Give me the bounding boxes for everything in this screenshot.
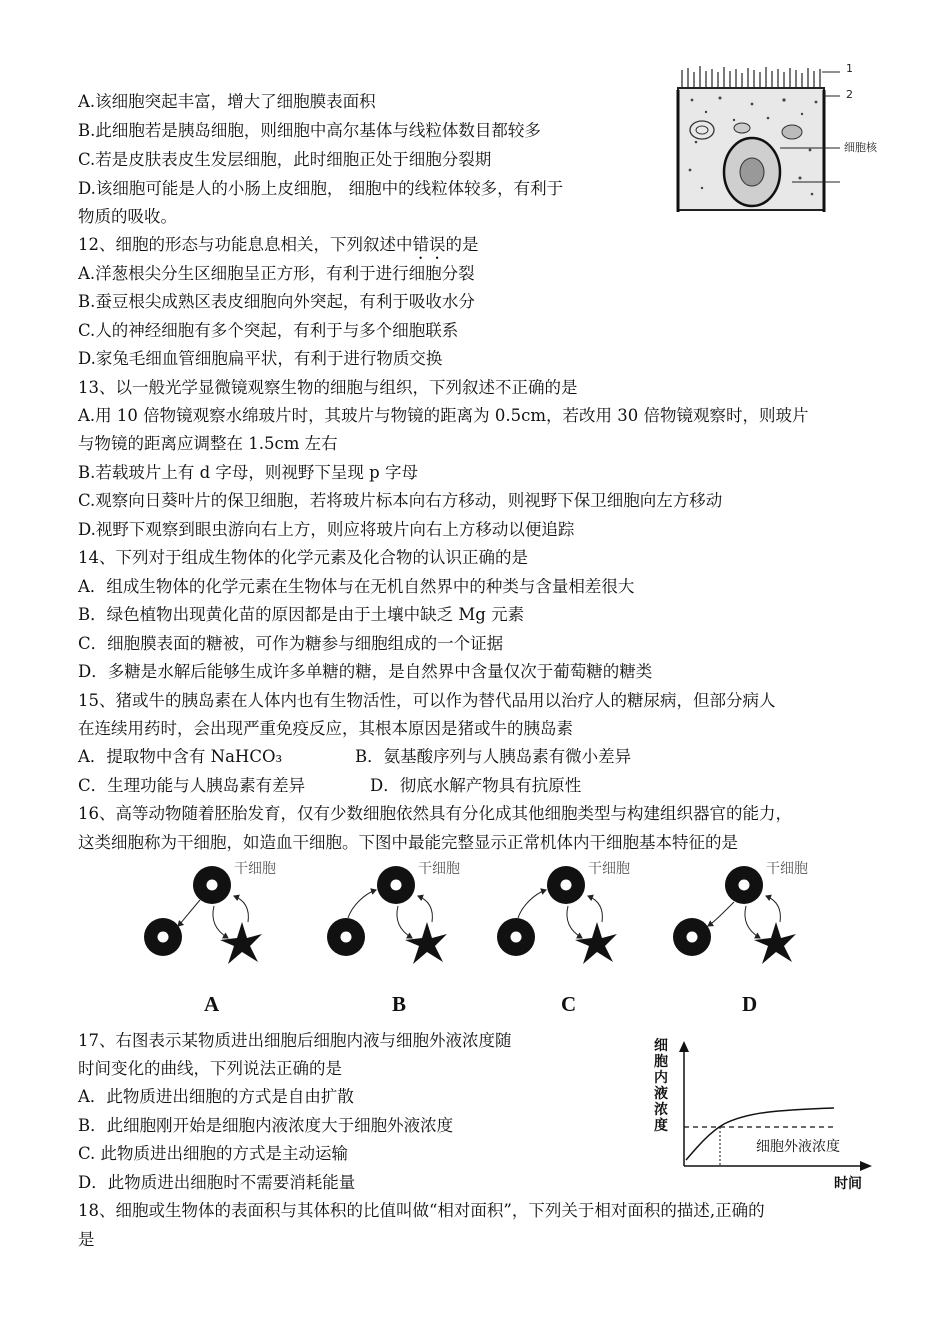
q13-option-c: C.观察向日葵叶片的保卫细胞，若将玻片标本向右方移动，则视野下保卫细胞向左方移动: [78, 491, 723, 510]
q14-stem: 14、下列对于组成生物体的化学元素及化合物的认识正确的是: [78, 548, 528, 567]
diagram-a: [144, 866, 262, 964]
q12-stem-emph: 错误: [412, 235, 446, 254]
q12-option-d: D.家兔毛细血管细胞扁平状，有利于进行物质交换: [78, 349, 443, 368]
q17-option-d: D．此物质进出细胞时不需要消耗能量: [78, 1173, 356, 1192]
graph-x-axis-label: 时间: [834, 1176, 862, 1192]
q11-option-a: A.该细胞突起丰富，增大了细胞膜表面积: [78, 92, 376, 111]
q17-option-c: C. 此物质进出细胞的方式是主动运输: [78, 1144, 349, 1163]
q17-option-a: A．此物质进出细胞的方式是自由扩散: [78, 1087, 354, 1106]
q11-option-d-cont: 物质的吸收。: [78, 207, 177, 226]
q11-option-c: C.若是皮肤表皮生发层细胞，此时细胞正处于细胞分裂期: [78, 150, 492, 169]
q12-stem-pre: 12、细胞的形态与功能息息相关，下列叙述中: [78, 235, 413, 254]
graph-dashed-label: 细胞外液浓度: [756, 1139, 840, 1155]
q15-stem: 15、猪或牛的胰岛素在人体内也有生物活性，可以作为替代品用以治疗人的糖尿病，但部分病人: [78, 691, 776, 710]
q14-option-d: D．多糖是水解后能够生成许多单糖的糖，是自然界中含量仅次于葡萄糖的糖类: [78, 662, 653, 681]
concentration-curve: [648, 1036, 878, 1190]
q14-option-a: A．组成生物体的化学元素在生物体与在无机自然界中的种类与含量相差很大: [78, 577, 635, 596]
q17-option-b: B．此细胞刚开始是细胞内液浓度大于细胞外液浓度: [78, 1116, 454, 1135]
q12-stem-post: 的是: [445, 235, 479, 254]
diagram-d: [673, 866, 796, 964]
q18-stem-cont: 是: [78, 1230, 95, 1249]
diagram-c: [497, 866, 617, 964]
q13-option-a: A.用 10 倍物镜观察水绵玻片时，其玻片与物镜的距离为 0.5cm，若改用 30 倍物镜观察时，则玻片: [78, 406, 809, 425]
figure-label-1: 1: [846, 62, 853, 75]
option-label-b: B: [392, 992, 407, 1016]
stem-cell-label-c: 干细胞: [588, 861, 630, 877]
q13-option-b: B.若载玻片上有 d 字母，则视野下呈现 p 字母: [78, 463, 418, 482]
option-label-a: A: [204, 992, 220, 1016]
q15-option-b: B．氨基酸序列与人胰岛素有微小差异: [355, 747, 632, 766]
option-label-c: C: [561, 992, 577, 1016]
q12-stem: [78, 235, 479, 263]
q13-option-d: D.视野下观察到眼虫游向右上方，则应将玻片向右上方移动以便追踪: [78, 520, 575, 539]
diagram-b: [327, 866, 447, 964]
q16-stem-cont: 这类细胞称为干细胞，如造血干细胞。下图中最能完整显示正常机体内干细胞基本特征的是: [78, 833, 738, 852]
q17-stem-cont: 时间变化的曲线，下列说法正确的是: [78, 1059, 342, 1078]
q17-stem: 17、右图表示某物质进出细胞后细胞内液与细胞外液浓度随: [78, 1031, 512, 1050]
q11-cell-figure: [672, 60, 902, 220]
figure-label-nucleus: 细胞核: [844, 141, 877, 154]
stem-cell-label-a: 干细胞: [234, 861, 276, 877]
q13-option-a-cont: 与物镜的距离应调整在 1.5cm 左右: [78, 434, 338, 453]
q12-option-a: A.洋葱根尖分生区细胞呈正方形，有利于进行细胞分裂: [78, 264, 475, 283]
stem-cell-label-b: 干细胞: [418, 861, 460, 877]
q16-diagram-row: [130, 852, 850, 1022]
q14-option-c: C．细胞膜表面的糖被，可作为糖参与细胞组成的一个证据: [78, 634, 504, 653]
q13-stem: 13、以一般光学显微镜观察生物的细胞与组织，下列叙述不正确的是: [78, 378, 578, 397]
q11-option-d: D.该细胞可能是人的小肠上皮细胞， 细胞中的线粒体较多，有利于: [78, 179, 564, 198]
graph-y-axis-label: 细胞内液浓度: [654, 1038, 668, 1134]
q11-option-b: B.此细胞若是胰岛细胞，则细胞中高尔基体与线粒体数目都较多: [78, 121, 541, 140]
figure-label-2: 2: [846, 88, 853, 101]
q16-stem: 16、高等动物随着胚胎发育，仅有少数细胞依然具有分化成其他细胞类型与构建组织器官的能力，: [78, 804, 792, 823]
q15-option-c: C．生理功能与人胰岛素有差异: [78, 776, 306, 795]
q17-concentration-graph: [648, 1036, 878, 1190]
option-label-d: D: [742, 992, 758, 1016]
q15-option-a: A．提取物中含有 NaHCO₃: [78, 747, 283, 766]
q18-stem: 18、细胞或生物体的表面积与其体积的比值叫做“相对面积”，下列关于相对面积的描述,正确的: [78, 1201, 765, 1220]
stem-cell-label-d: 干细胞: [766, 861, 808, 877]
q15-stem-cont: 在连续用药时，会出现严重免疫反应，其根本原因是猪或牛的胰岛素: [78, 719, 573, 738]
q12-option-b: B.蚕豆根尖成熟区表皮细胞向外突起，有利于吸收水分: [78, 292, 475, 311]
q15-option-d: D．彻底水解产物具有抗原性: [370, 776, 582, 795]
q14-option-b: B．绿色植物出现黄化苗的原因都是由于土壤中缺乏 Mg 元素: [78, 605, 525, 624]
q12-option-c: C.人的神经细胞有多个突起，有利于与多个细胞联系: [78, 321, 459, 340]
